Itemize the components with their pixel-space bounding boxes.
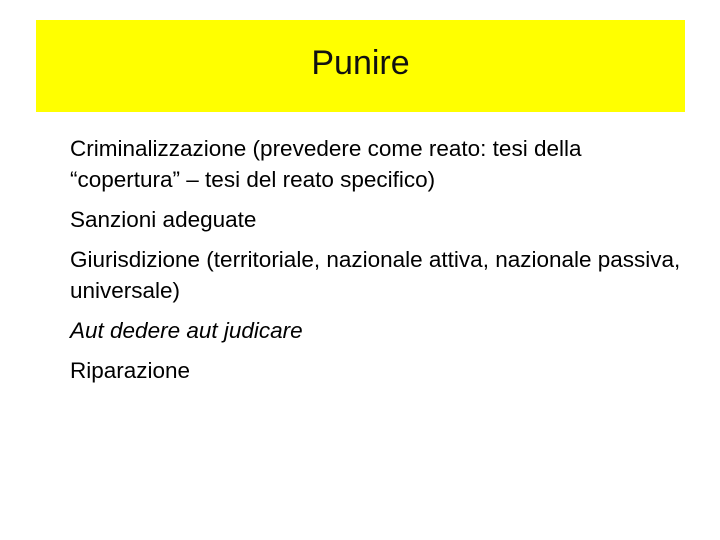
- bullet-sanzioni: Sanzioni adeguate: [70, 207, 257, 232]
- bullet-aut-dedere: Aut dedere aut judicare: [70, 318, 303, 343]
- bullet-riparazione: Riparazione: [70, 358, 191, 383]
- bullet-criminalizzazione: Criminalizzazione (prevedere come reato: tesi della “copertura” – tesi del reato specifico): [70, 136, 582, 192]
- bullet-list: [70, 133, 690, 386]
- slide-title: Punire: [311, 43, 410, 82]
- title-band: [36, 20, 685, 112]
- bullet-universale: universale): [70, 278, 181, 303]
- bullet-giurisdizione: Giurisdizione (territoriale, nazionale attiva, nazionale passiva,: [70, 247, 681, 272]
